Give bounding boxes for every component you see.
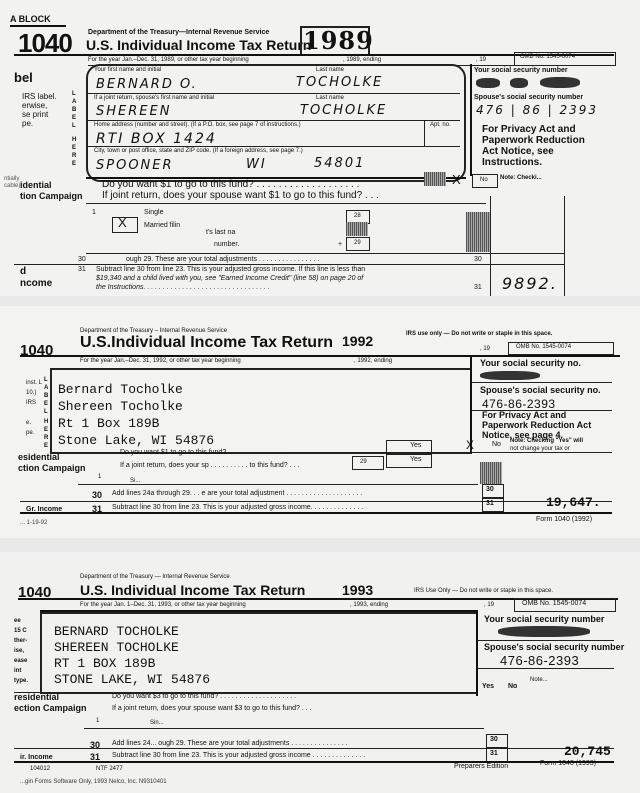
divider (20, 501, 612, 502)
period-mid: , 1993, ending (350, 602, 389, 608)
agi-value: 19,647. (546, 495, 601, 510)
omb-number: OMB No. 1545-0074 (516, 344, 572, 350)
filing-fragment: Sin... (150, 720, 164, 726)
side-labels: ee 15 C ther- ise, ease int type. (14, 618, 29, 684)
first-name-caption: Your first name and initial (94, 67, 162, 73)
shaded-area (424, 172, 446, 186)
filing-fragment: Si... (130, 478, 141, 484)
line31-number: 31 (92, 504, 103, 514)
line31-text: Subtract line 30 from line 23. This is your adjusted gross income . . . . . . . . . . . . . . (112, 752, 366, 759)
form-title: U.S. Individual Income Tax Return (80, 582, 306, 598)
no-label: No (508, 683, 518, 690)
filing-line-number: 1 (96, 718, 100, 724)
form-1993-fragment (0, 552, 640, 793)
yes-label-2: Yes (410, 456, 422, 463)
no-label: No (492, 441, 501, 448)
divider (88, 146, 460, 147)
frag29-box (352, 456, 384, 470)
divider (14, 761, 614, 763)
period-text: For the year Jan. 1–Dec. 31, 1993, or other tax year beginning (80, 602, 246, 608)
spouse-ssn-value: 476-86-2393 (500, 653, 580, 668)
divider (84, 728, 484, 729)
spouse-ssn-caption: Spouse's social security no. (480, 385, 601, 395)
form-year: 1989 (303, 26, 374, 55)
spouse-last-caption: Last name (316, 95, 345, 101)
dept-text: Department of the Treasury – Internal Revenue Service (80, 328, 228, 334)
frag29-label: 29 (360, 459, 367, 465)
shaded-area (466, 212, 490, 252)
irs-side-text: IRS label. erwise, se print pe. (22, 92, 57, 128)
divider (86, 203, 486, 204)
spouse-caption: If a joint return, spouse's first name and initial (94, 95, 215, 101)
apt-caption: Apt. no. (430, 122, 451, 128)
spouse-first-value: SHEREEN (96, 104, 172, 119)
address-caption: Home address (number and street). (If a P.O. box, see page 7 of instructions.) (94, 122, 301, 128)
divider (564, 196, 565, 296)
period-mid: , 1992, ending (354, 358, 393, 364)
address-value: RTI BOX 1424 (96, 131, 217, 147)
line28-label: 28 (354, 213, 361, 219)
campaign-question-1: Do you want $1 to go to this fund? . . . . . . . . . . . . . . . . . (120, 449, 293, 456)
filing-married: Married filin (144, 222, 181, 229)
divider (470, 64, 472, 176)
period-end: , 19 (476, 57, 487, 63)
no-label: No (480, 177, 488, 183)
agi-side: Gr. Income (26, 506, 63, 513)
footer-code-2: NTF 2477 (96, 766, 123, 772)
divider (20, 355, 620, 357)
spouse-ssn-value: 476-86-2393 (482, 397, 556, 411)
filing-single: Single (144, 209, 164, 216)
block-label: A BLOCK (10, 14, 51, 24)
line31-text: Subtract line 30 from line 23. This is your adjusted gross income. If this line is less than $19,340 and a child lived with you, see "Earned Income Credit" (line 58) on page 20 of the Instructions. . . . . . . . . . . . . . . . . . . . . . . . . . . . . . . . . (96, 266, 366, 291)
line30-number: 30 (90, 740, 101, 750)
period-end: , 19 (484, 602, 495, 608)
address-block: BERNARD TOCHOLKE SHEREEN TOCHOLKE RT 1 BOX 189B STONE LAKE, WI 54876 (54, 624, 211, 687)
divider (86, 253, 564, 254)
note-label: Note... (530, 677, 548, 683)
x-mark: X (452, 172, 461, 187)
campaign-side: residential ection Campaign (14, 692, 87, 713)
redacted-ssn (498, 626, 590, 637)
last-name-value: TOCHOLKE (296, 75, 384, 90)
period-end: , 19 (480, 346, 491, 352)
form-year: 1993 (342, 582, 374, 598)
privacy-notice: For Privacy Act and Paperwork Reduction Act Notice, see Instructions. (482, 124, 585, 168)
footer-form: Form 1040 (1992) (536, 516, 593, 523)
form-title: U.S. Individual Income Tax Return (86, 37, 312, 53)
agi-value: 9892. (502, 274, 558, 293)
line31-box: 31 (474, 284, 482, 291)
dept-text: Department of the Treasury—Internal Revenue Service (88, 29, 270, 36)
privacy-notice: For Privacy Act and Paperwork Reduction Act Notice, see page 4. (482, 410, 592, 440)
footer-software: ...gin Forms Software Only, 1993 Nelco, Inc. N9310401 (20, 779, 167, 785)
divider (472, 382, 612, 383)
preparer-edition: Preparers Edition (454, 763, 509, 770)
filing-line-number: 1 (92, 209, 96, 216)
campaign-side: idential tion Campaign (20, 180, 83, 201)
divider (490, 196, 491, 296)
omb-number: OMB No. 1545-0074 (522, 600, 587, 607)
here-vertical: H E R E (44, 419, 49, 449)
line30-box: 30 (474, 256, 482, 263)
dept-text: Department of the Treasury — Internal Revenue Service (80, 574, 230, 580)
ssn-caption: Your social security number (484, 614, 605, 624)
ssn-caption: Your social security no. (480, 358, 581, 368)
period-mid: , 1989, ending (343, 57, 382, 63)
line30-text: ough 29. These are your total adjustments . . . . . . . . . . . . . . . . (126, 256, 320, 263)
line31-number: 31 (90, 752, 101, 762)
x-mark: X (466, 438, 475, 452)
label-side-text: bel (14, 70, 33, 85)
line31-text: Subtract line 30 from line 23. This is your adjusted gross income. . . . . . . . . . . . . . (112, 504, 364, 511)
side-small-text: ntially cable) (4, 176, 21, 189)
line30-box: 30 (486, 486, 494, 493)
redacted-ssn-part (510, 78, 528, 88)
line29-label: 29 (354, 240, 361, 246)
agi-side: ir. Income (20, 754, 53, 761)
form-number: 1040 (18, 28, 72, 58)
footer-code: ... 1-19-92 (20, 520, 48, 526)
note-label: Note: Checki... (500, 175, 542, 181)
line30-text: Add lines 24a through 29. . . e are your total adjustment . . . . . . . . . . . . . . . . . . . . (112, 490, 363, 497)
footer-code-1: 104012 (30, 766, 51, 772)
first-name-value: BERNARD O. (96, 77, 198, 92)
zip-value: 54801 (314, 156, 366, 171)
yes-label-1: Yes (410, 442, 422, 449)
label-vertical: L A B E L (72, 91, 77, 129)
omb-number: OMB No. 1545-0074 (520, 54, 576, 60)
redacted-ssn (480, 371, 540, 380)
redacted-ssn-part (476, 78, 500, 88)
divider (476, 610, 478, 696)
agi-value: 20,745 (564, 744, 611, 759)
shaded-area (346, 222, 368, 236)
note-text: Note: Checking "Yes" will not change your tax or (510, 438, 584, 452)
state-value: WI (246, 157, 267, 172)
form-year: 1992 (342, 333, 374, 349)
line31-box: 31 (486, 500, 494, 507)
spouse-ssn-caption: Spouse's social security number (474, 94, 584, 101)
form-1989-fragment (0, 0, 640, 296)
campaign-question-1: Do you want $3 to go to this fund? . . . . . . . . . . . . . . . . . . . . (112, 693, 297, 700)
line30-text: Add lines 24... ough 29. These are your total adjustments . . . . . . . . . . . . . . . (112, 740, 348, 747)
divider (88, 120, 460, 121)
campaign-question-2: If joint return, does your spouse want $1 to go to this fund? . . . (102, 190, 379, 201)
campaign-side: esidential ction Campaign (18, 452, 86, 473)
filing-fragment-2: number. (214, 241, 240, 248)
divider (14, 748, 614, 749)
label-vertical: L A B E L (44, 377, 49, 415)
city-value: SPOONER (96, 158, 174, 173)
yes-label: Yes (482, 683, 495, 690)
shaded-area (480, 462, 502, 484)
line31-number: 31 (78, 266, 86, 273)
divider (478, 668, 614, 669)
married-x-mark: X (118, 215, 127, 230)
here-vertical: H E R E (72, 137, 77, 167)
divider (10, 25, 66, 27)
spouse-last-value: TOCHOLKE (300, 103, 388, 118)
line31-box: 31 (490, 750, 498, 757)
footer-form: Form 1040 (1993) (540, 760, 597, 767)
irs-use-text: IRS use only — Do not write or staple in this space. (406, 331, 553, 337)
campaign-question-2: If a joint return, does your sp . . . . . . . . . . to this fund? . . . (120, 462, 300, 469)
line30-box: 30 (490, 736, 498, 743)
line30-number: 30 (92, 490, 103, 500)
last-name-caption: Last name (316, 67, 345, 73)
irs-use-text: IRS Use Only — Do not write or staple in this space. (414, 588, 554, 594)
divider (78, 484, 478, 485)
divider (478, 640, 614, 641)
redacted-ssn-part (540, 77, 580, 88)
filing-line-number: 1 (98, 474, 102, 480)
city-caption: City, town or post office, state and ZIP code. (If a foreign address, see page 7.) (94, 148, 303, 154)
form-1992-fragment (0, 306, 640, 538)
ssn-caption: Your social security number (474, 67, 568, 74)
period-text: For the year Jan.–Dec. 31, 1992, or other tax year beginning (80, 358, 241, 364)
yes-box-1 (386, 440, 432, 454)
divider (424, 120, 425, 146)
divider (470, 356, 472, 450)
period-text: For the year Jan.–Dec. 31, 1989, or other tax year beginning (88, 57, 249, 63)
line30-number: 30 (78, 256, 86, 263)
campaign-question-2: If a joint return, does your spouse want $3 to go to this fund? . . . (112, 705, 312, 712)
divider (20, 512, 612, 514)
plus-sign: + (338, 241, 343, 248)
address-block: Bernard Tocholke Shereen Tocholke Rt 1 Box 189B Stone Lake, WI 54876 (58, 382, 215, 448)
campaign-question-1: Do you want $1 to go to this fund? . . . . . . . . . . . . . . . . . . . (102, 179, 360, 190)
divider (88, 93, 460, 94)
filing-fragment-1: t's last na (206, 229, 236, 236)
side-labels: inst. L 10.) IRS e. pe. (26, 380, 43, 436)
form-title: U.S.Individual Income Tax Return (80, 334, 334, 351)
yes-box-2 (386, 454, 432, 468)
agi-side: d ncome (20, 266, 53, 289)
spouse-ssn-caption: Spouse's social security number (484, 642, 625, 652)
form-number: 1040 (18, 584, 52, 601)
form-number: 1040 (20, 342, 54, 359)
spouse-ssn-value: 476 | 86 | 2393 (476, 103, 599, 117)
